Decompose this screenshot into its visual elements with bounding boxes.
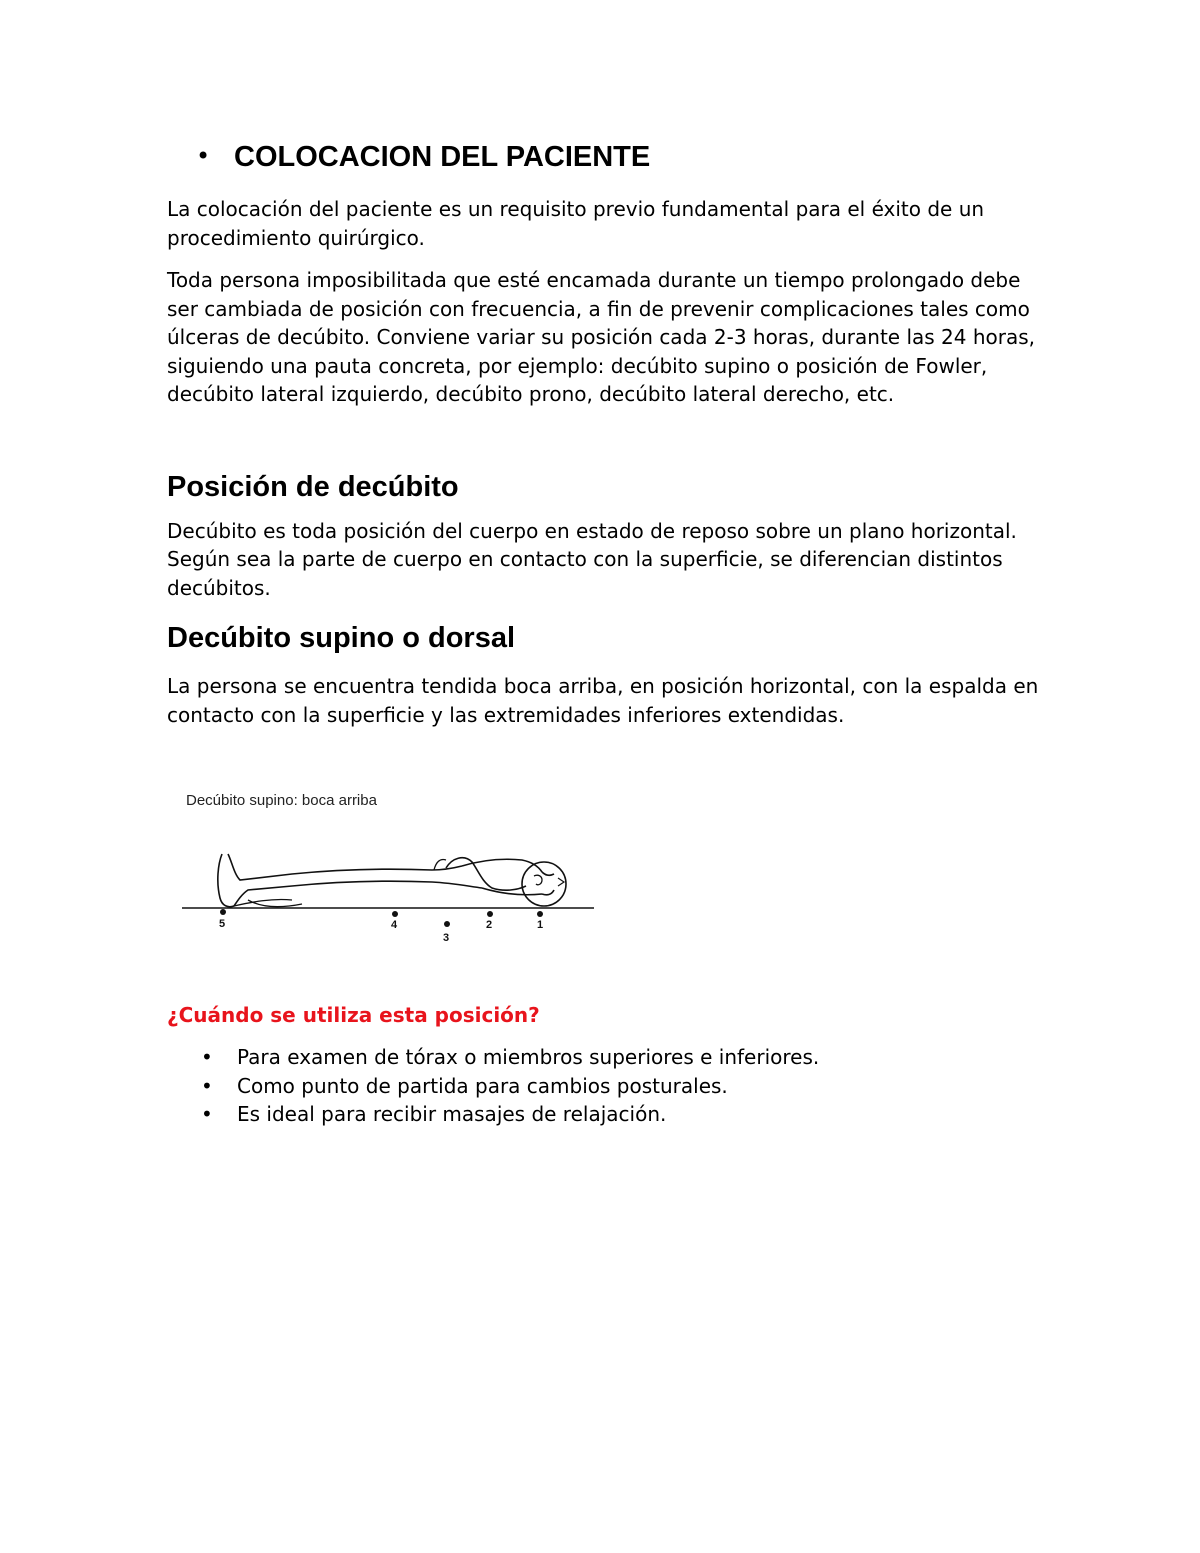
intro-paragraph-2: Toda persona imposibilitada que esté encamada durante un tiempo prolongado debe ser cambiada de posición con frecuencia, a fin de prevenir complicaciones tales como úlceras de decúbito. Conviene variar su posición cada 2-3 horas, durante las 24 horas, siguiendo una pauta concreta, por ejemplo: decúbito supino o posición de Fowler, decúbito lateral izquierdo, decúbito prono, decúbito lateral derecho, etc. [167, 268, 1036, 406]
usage-question: ¿Cuándo se utiliza esta posición? [167, 1003, 540, 1027]
list-item-text: Para examen de tórax o miembros superiores e inferiores. [237, 1045, 820, 1069]
usage-list [167, 1043, 1047, 1129]
main-heading [164, 138, 1047, 178]
list-item-text: Como punto de partida para cambios posturales. [237, 1073, 728, 1098]
list-bullet: • [201, 1102, 213, 1126]
figure-label-1: 1 [537, 919, 544, 931]
heading-bullet: • [196, 142, 211, 170]
figure-label-4: 4 [391, 919, 398, 931]
list-bullet: • [201, 1073, 213, 1098]
section-title-decubito: Posición de decúbito [167, 470, 459, 503]
section-title-supino: Decúbito supino o dorsal [167, 622, 516, 654]
figure-label-5: 5 [219, 918, 226, 930]
list-item [167, 1100, 1047, 1129]
supine-body-illustration [182, 790, 602, 960]
figure-caption: Decúbito supino: boca arriba [186, 792, 377, 809]
decubito-paragraph: Decúbito es toda posición del cuerpo en estado de reposo sobre un plano horizontal. Según sea la parte de cuerpo en contacto con la superficie, se diferencian distintos decúbitos. [167, 518, 1017, 600]
intro-paragraph-1: La colocación del paciente es un requisito previo fundamental para el éxito de un procedimiento quirúrgico. [167, 197, 985, 250]
list-bullet: • [201, 1045, 213, 1069]
list-item [167, 1072, 1047, 1101]
supino-paragraph: La persona se encuentra tendida boca arriba, en posición horizontal, con la espalda en contacto con la superficie y las extremidades inferiores extendidas. [167, 674, 1039, 727]
figure-label-3: 3 [443, 932, 450, 944]
main-heading-text: COLOCACION DEL PACIENTE [234, 141, 651, 173]
list-item-text: Es ideal para recibir masajes de relajación. [237, 1102, 667, 1126]
list-item [167, 1043, 1047, 1072]
supine-position-figure [182, 790, 602, 960]
figure-label-2: 2 [486, 919, 493, 931]
document-content [167, 138, 1047, 1129]
